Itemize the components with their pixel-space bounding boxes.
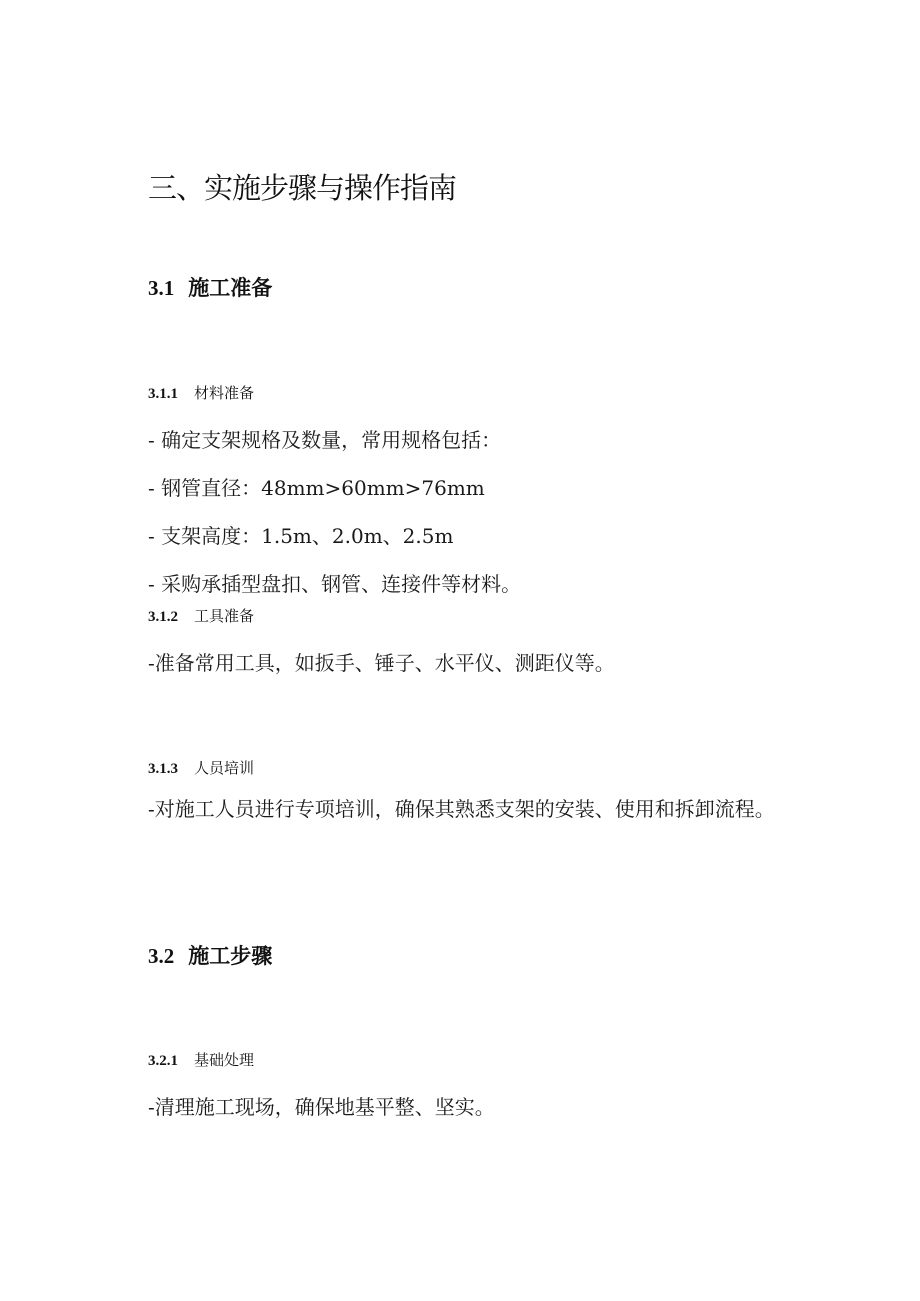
subsection-title: 工具准备 [194,607,255,625]
subsection-heading-3-1-3 [148,757,254,778]
subsection-number: 3.1.3 [148,761,178,777]
subsection-number: 3.1.2 [148,609,178,625]
subsection-heading-3-1-1 [148,382,254,403]
subsection-number: 3.2.1 [148,1053,178,1069]
list-line: - 支架高度：1.5m、2.0m、2.5m [148,524,454,548]
paragraph: -对施工人员进行专项培训，确保其熟悉支架的安装、使用和拆卸流程。 [148,797,775,821]
list-line: -准备常用工具，如扳手、锤子、水平仪、测距仪等。 [148,651,615,675]
section-title: 施工准备 [188,276,273,300]
section-heading-3-2 [148,940,272,970]
section-heading-3-1 [148,272,272,302]
subsection-title: 基础处理 [194,1051,255,1069]
section-title: 施工步骤 [188,944,273,968]
subsection-title: 材料准备 [194,384,255,402]
subsection-heading-3-1-2 [148,605,254,626]
list-line: -清理施工现场，确保地基平整、坚实。 [148,1095,495,1119]
subsection-number: 3.1.1 [148,386,178,402]
subsection-title: 人员培训 [194,759,255,777]
chapter-title: 三、实施步骤与操作指南 [148,171,457,205]
section-number: 3.1 [148,276,175,300]
subsection-heading-3-2-1 [148,1049,254,1070]
list-line: - 采购承插型盘扣、钢管、连接件等材料。 [148,572,522,596]
section-number: 3.2 [148,944,175,968]
list-line: - 确定支架规格及数量，常用规格包括： [148,428,502,452]
list-line: - 钢管直径：48mm>60mm>76mm [148,476,485,500]
